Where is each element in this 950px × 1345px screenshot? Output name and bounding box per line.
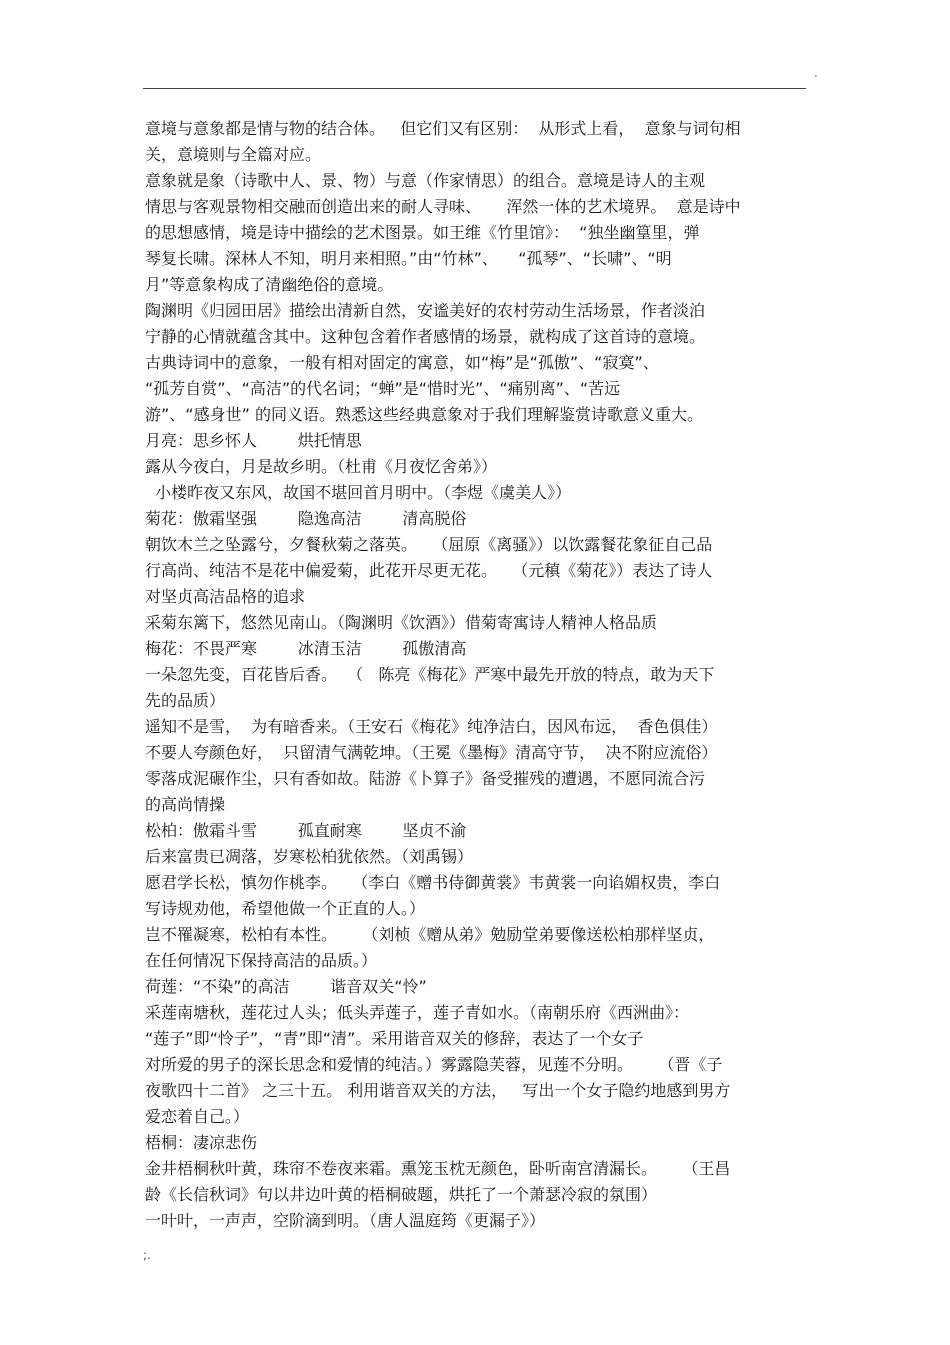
text-line: 宁静的心情就蕴含其中。这种包含着作者感情的场景，就构成了这首诗的意境。 [145, 327, 706, 346]
text-line: 菊花：傲霜坚强 隐逸高洁 清高脱俗 [145, 509, 467, 528]
header-rule [143, 88, 806, 89]
text-line: 朝饮木兰之坠露兮，夕餐秋菊之落英。 （屈原《离骚》）以饮露餐花象征自己品 [145, 535, 713, 554]
text-line: 游”、“感身世” 的同义语。熟悉这些经典意象对于我们理解鉴赏诗歌意义重大。 [145, 405, 703, 424]
text-line: 在任何情况下保持高洁的品质。） [145, 951, 378, 970]
document-body [145, 116, 810, 1234]
text-line: 月”等意象构成了清幽绝俗的意境。 [145, 275, 394, 294]
text-line: 古典诗词中的意象，一般有相对固定的寓意，如“梅”是“孤傲”、“寂寞”、 [145, 353, 659, 372]
text-line: 露从今夜白，月是故乡明。（杜甫《月夜忆舍弟》） [145, 457, 498, 476]
text-line: 月亮：思乡怀人 烘托情思 [145, 431, 362, 450]
text-line: 采莲南塘秋，莲花过人头；低头弄莲子，莲子青如水。（南朝乐府《西洲曲》： [145, 1003, 690, 1022]
text-line: 金井梧桐秋叶黄，珠帘不卷夜来霜。熏笼玉枕无颜色，卧听南宫清漏长。 （王昌 [145, 1159, 731, 1178]
text-line: “莲子”即“怜子”，“青”即“清”。采用谐音双关的修辞，表达了一个女子 [145, 1029, 644, 1048]
text-line: 关，意境则与全篇对应。 [145, 145, 322, 164]
text-line: 夜歌四十二首》 之三十五。 利用谐音双关的方法， 写出一个女子隐约地感到男方 [145, 1081, 731, 1100]
text-line: 意象就是象（诗歌中人、景、物）与意（作家情思）的组合。意境是诗人的主观 [145, 171, 706, 190]
text-line: 情思与客观景物相交融而创造出来的耐人寻味、 浑然一体的艺术境界。 意是诗中 [145, 197, 741, 216]
text-line: 后来富贵已凋落，岁寒松柏犹依然。（刘禹锡） [145, 847, 474, 866]
text-line: 小楼昨夜又东风，故国不堪回首月明中。（李煜《虞美人》） [145, 483, 572, 502]
text-line: 龄《长信秋词》句以井边叶黄的梧桐破题，烘托了一个萧瑟冷寂的氛围） [145, 1185, 658, 1204]
text-line: 一朵忽先变，百花皆后香。 （ 陈亮《梅花》严寒中最先开放的特点，敢为天下 [145, 665, 715, 684]
text-line: 零落成泥碾作尘，只有香如故。陆游《卜算子》备受摧残的遭遇，不愿同流合污 [145, 769, 706, 788]
text-line: 愿君学长松，慎勿作桃李。 （李白《赠书侍御黄裳》韦黄裳一向谄媚权贵，李白 [145, 873, 721, 892]
text-line: 先的品质） [145, 691, 226, 710]
text-line: 遥知不是雪， 为有暗香来。（王安石《梅花》纯净洁白，因风布远， 香色俱佳） [145, 717, 718, 736]
header-mark: . [814, 66, 818, 80]
text-line: 荷莲：“不染”的高洁 谐音双关“怜” [145, 977, 427, 996]
text-line: 不要人夸颜色好， 只留清气满乾坤。（王冕《墨梅》清高守节， 决不附应流俗） [145, 743, 718, 762]
text-line: 爱恋着自己。） [145, 1107, 250, 1126]
text-line: 的思想感情，境是诗中描绘的艺术图景。如王维《竹里馆》： “独坐幽篁里，弹 [145, 223, 700, 242]
text-line: 的高尚情操 [145, 795, 226, 814]
text-line: 松柏：傲霜斗雪 孤直耐寒 坚贞不渝 [145, 821, 467, 840]
text-line: 岂不罹凝寒，松柏有本性。 （刘桢《赠从弟》勉励堂弟要像送松柏那样坚贞， [145, 925, 715, 944]
text-line: 对所爱的男子的深长思念和爱情的纯洁。）雾露隐芙蓉，见莲不分明。 （晋《子 [145, 1055, 723, 1074]
text-line: “孤芳自赏”、“高洁”的代名词；“蝉”是“惜时光”、“痛别离”、“苦远 [145, 379, 621, 398]
text-line: 陶渊明《归园田居》描绘出清新自然，安谧美好的农村劳动生活场景，作者淡泊 [145, 301, 706, 320]
text-line: 采菊东篱下，悠然见南山。（陶渊明《饮酒》）借菊寄寓诗人精神人格品质 [145, 613, 658, 632]
text-line: 意境与意象都是情与物的结合体。 但它们又有区别： 从形式上看， 意象与词句相 [145, 119, 741, 138]
text-line: 一叶叶，一声声，空阶滴到明。（唐人温庭筠《更漏子》） [145, 1211, 546, 1230]
text-line: 梧桐：凄凉悲伤 [145, 1133, 258, 1152]
text-line: 写诗规劝他，希望他做一个正直的人。） [145, 899, 426, 918]
text-line: 对坚贞高洁品格的追求 [145, 587, 306, 606]
footer-mark: ;. [143, 1248, 151, 1262]
text-line: 琴复长啸。深林人不知，明月来相照。”由“竹林”、 “孤琴”、“长啸”、“明 [145, 249, 672, 268]
text-line: 行高尚、纯洁不是花中偏爱菊，此花开尽更无花。 （元稹《菊花》）表达了诗人 [145, 561, 713, 580]
text-line: 梅花：不畏严寒 冰清玉洁 孤傲清高 [145, 639, 467, 658]
